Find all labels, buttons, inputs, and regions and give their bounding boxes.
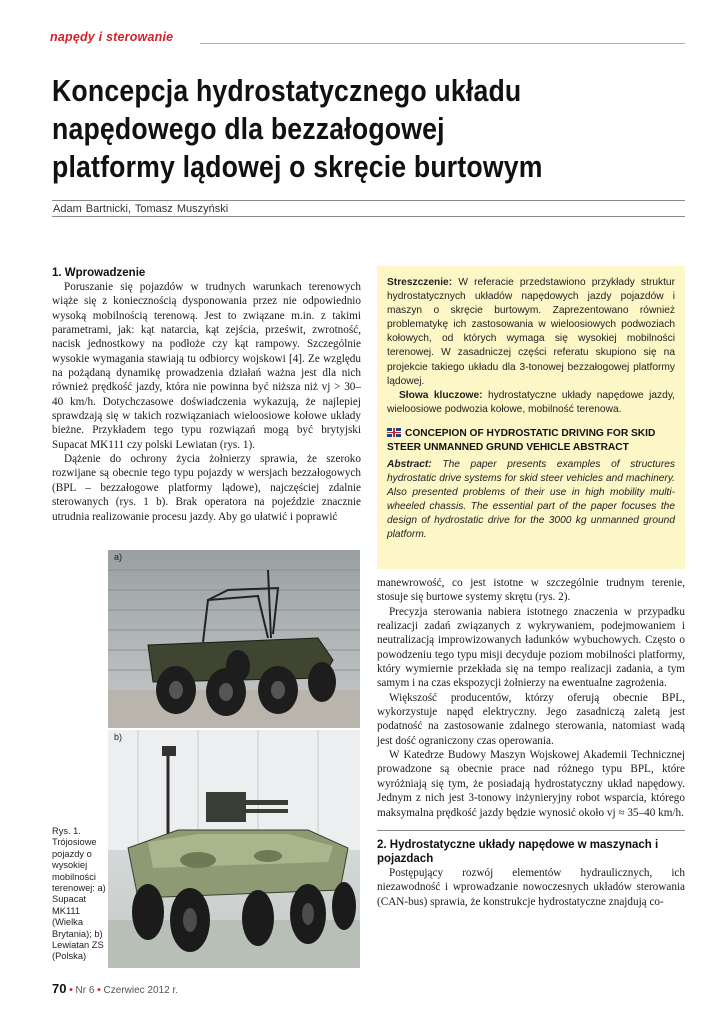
issue-date: Czerwiec 2012 r. [103,985,179,996]
title-line: Koncepcja hydrostatycznego układu [52,73,522,108]
section-heading-intro: 1. Wprowadzenie [52,267,146,279]
left-column [52,266,361,524]
body-paragraph: manewrowość, co jest istotne w szczególnie trudnym terenie, stosuje się burtowe systemy skrętu (rys. 2). [377,577,685,604]
page-number: 70 [52,981,67,996]
page-footer [52,981,178,996]
supacat-vehicle-image [108,550,360,728]
photo-label-b: b) [114,732,123,742]
keywords [387,389,675,417]
english-title [387,427,675,455]
english-title-text: CONCEPION OF HYDROSTATIC DRIVING FOR SKID STEER UNMANNED GRUND VEHICLE ABSTRACT [387,427,656,453]
footer-separator: • [69,985,73,996]
abstract-en-text: The paper presents examples of structures hydrostatic drive systems for skid steer vehicles and machinery. Also presented problems of their use in high mobility multi-wheeled chassis. The essential part of the paper focuses the design of hydrostatic drive for the 3000 kg unmanned ground platform. [387,458,675,541]
body-paragraph: Poruszanie się pojazdów w trudnych warunkach terenowych wiąże się z koniecznością dysponowania przez nie odpowiednio wysoką mobilnością terenową. Jest to związane m.in. z takimi parametrami, jak: kąt natarcia, kąt zejścia, prześwit, zwrotność, nacisk jednostkowy na podłoże czy kąt rampowy. Szczególnie wysokie wymagania stawiają tu odbiorcy wojskowi [4]. Ze względu na pożądaną dynamikę prowadzenia działań ważna jest dla nich również prędkość jazdy, która nie powinna być niższa niż vj > 30–40 km/h. Dotychczasowe doświadczenia wykazują, że najlepiej sprawdzają się w takich rozwiązaniach wieloosiowe kołowe układy bieżne. Przykładem tego typu rozwiązań mogą być brytyjski Supacat MK111 czy polski Lewiatan (rys. 1). [52,281,361,451]
authors-top-divider [52,200,685,201]
title-line: platformy lądowej o skręcie burtowym [52,149,543,184]
body-paragraph: Większość producentów, którzy oferują obecnie BPL, wykorzystuje napęd elektryczny. Jego zasadniczą zaletą jest podatność na zastosowanie zdalnego sterowania, natomiast wadą jest dość ograniczony czas operowania. [377,691,685,747]
abstract-pl-text: W referacie przedstawiono przykłady struktur hydrostatycznych układów napędowych jazdy pojazdów i maszyn o skręcie burtowym. Zaprezentowano również problematykę ich zastosowania w wieloosiowych podwoziach kołowych, od których wymaga się wysokiej mobilności terenowej. W zasadniczej części referatu skupiono się na projekcie takiego układu dla 3-tonowej bezzałogowej platformy lądowej. [387,277,675,387]
right-column [377,576,685,909]
figure-photo-supacat [108,550,360,728]
article-title [52,72,602,186]
figure-photo-lewiatan [108,730,360,968]
photo-label-a: a) [114,552,123,562]
abstract-en [387,458,675,543]
issue-number: Nr 6 [75,985,95,996]
section-tag: napędy i sterowanie [50,30,174,44]
header-divider [200,43,685,44]
body-paragraph: Postępujący rozwój elementów hydraulicznych, ich niezawodność i wprowadzanie nowoczesnych układów sterowania (CAN-bus) sprawia, że konstrukcje hydrostatyczne znajdują co- [377,866,685,908]
figure-caption: Rys. 1. Trójosiowe pojazdy o wysokiej mobilności terenowej: a) Supacat MK111 (Wielka Brytania); b) Lewiatan ZS (Polska) [52,826,106,962]
abstract-pl [387,276,675,389]
authors-bottom-divider [52,216,685,217]
lewiatan-vehicle-image [108,730,360,968]
body-paragraph: Dążenie do ochrony życia żołnierzy sprawia, że szeroko rozwijane są obecnie tego typu pojazdy w wersjach bezzałogowych (BPL – bezzałogowe platformy lądowe), najczęściej zdalnie sterowanych (rys. 1 b). Brak operatora na pojeździe znacznie utrudnia realizowanie procesu jazdy. Aby go ułatwić i poprawić [52,453,361,523]
body-paragraph: W Katedrze Budowy Maszyn Wojskowej Akademii Technicznej prowadzone są obecnie prace nad różnego typu BPL, które wyróżniają się tym, że posiadają hydrostatyczny układ napędowy. Jednym z nich jest 3-tonowy inżynieryjny robot wsparcia, którego maksymalna prędkość jazdy będzie wynosić około vj ≈ 35–40 km/h. [377,749,685,819]
abstract-en-label: Abstract: [387,458,432,470]
uk-flag-icon [387,428,401,437]
footer-separator: • [97,985,101,996]
abstract-pl-label: Streszczenie: [387,277,453,288]
body-paragraph: Precyzja sterowania nabiera istotnego znaczenia w przypadku realizacji zadań związanych z wykrywaniem, podejmowaniem i neutralizacją improwizowanych ładunków wybuchowych. Często o powodzeniu tego typu misji decyduje poziom mobilności platformy, który wymiernie przekłada się na tempo realizacji zadania, a tym samym i na czas ekspozycji żołnierzy na ewentualne zagrożenia. [377,605,685,690]
authors: Adam Bartnicki, Tomasz Muszyński [53,203,229,215]
abstract-box [377,266,685,569]
section-heading-2: 2. Hydrostatyczne układy napędowe w maszynach i pojazdach [377,830,685,866]
title-line: napędowego dla bezzałogowej [52,111,445,146]
keywords-label: Słowa kluczowe: [399,389,483,401]
keywords-text: hydrostatyczne układy napędowe jazdy, wieloosiowe podwozia kołowe, mobilność terenowa. [387,389,675,415]
